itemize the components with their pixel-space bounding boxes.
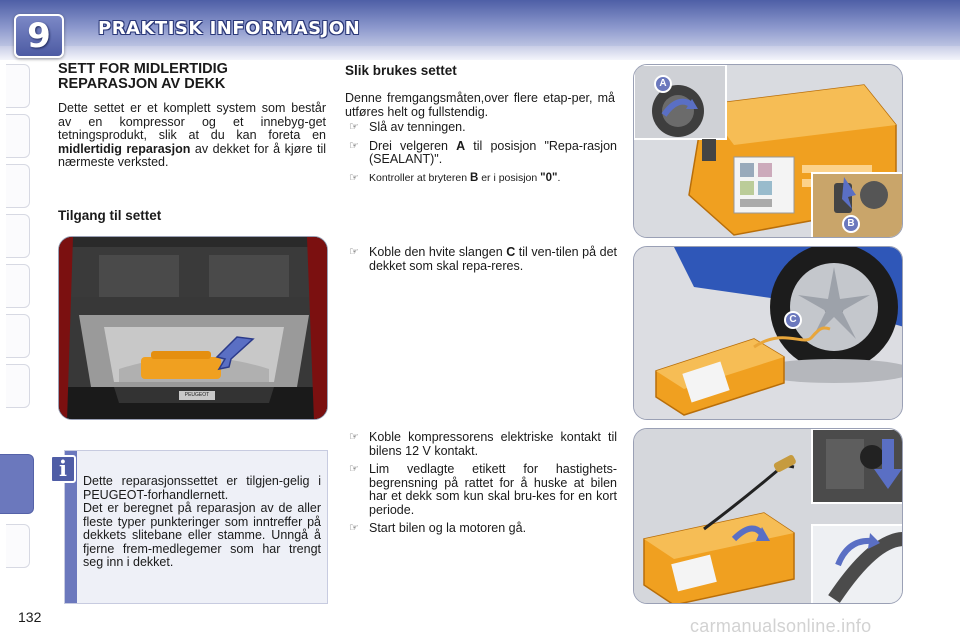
chapter-tab[interactable] xyxy=(6,524,30,568)
usage-intro: Denne fremgangsmåten,over flere etap-per, må utføres helt og fullstendig. xyxy=(345,91,615,119)
steps-list-3 xyxy=(345,431,617,541)
step-item: ☞ Koble kompressorens elektriske kontakt til bilens 12 V kontakt. xyxy=(349,430,617,458)
bullet-marker: ☞ xyxy=(349,171,359,184)
kit-figure-selector xyxy=(633,64,903,238)
kit-figure-hose xyxy=(633,246,903,420)
bullet-marker: ☞ xyxy=(349,246,359,258)
step-item: ☞ Slå av tenningen. xyxy=(349,120,466,134)
chapter-tab[interactable] xyxy=(6,364,30,408)
label-c: C xyxy=(784,311,802,329)
steps-list-1 xyxy=(345,121,617,190)
header-strip xyxy=(0,46,960,60)
page-title: PRAKTISK INFORMASJON xyxy=(98,18,361,39)
trunk-figure xyxy=(58,236,328,420)
chapter-tab[interactable] xyxy=(6,164,30,208)
steps-list-2 xyxy=(345,246,617,278)
step-item: ☞ Drei velgeren A til posisjon "Repa-rasjon (SEALANT)". xyxy=(349,138,617,166)
step-item: ☞ Lim vedlagte etikett for hastighets-begrensning på rattet for å huske at bilen har et dekk som kun skal bru-kes for en kort periode. xyxy=(349,462,617,517)
info-paragraph-2: Det er beregnet på reparasjon av de aller fleste typer punkteringer som inntreffer på dekkets slitebane eller stamme. Unngå å fjerne frem-medlegemer som har trengt seg inn i dekket. xyxy=(83,501,321,569)
chapter-tab-active[interactable] xyxy=(0,454,34,514)
chapter-tab[interactable] xyxy=(6,214,30,258)
bullet-marker: ☞ xyxy=(349,522,359,534)
watermark: carmanualsonline.info xyxy=(690,616,872,636)
step-item: ☞ Start bilen og la motoren gå. xyxy=(349,521,527,535)
step-item: ☞ Kontroller at bryteren B er i posisjon "0". xyxy=(349,171,561,184)
bullet-marker: ☞ xyxy=(349,121,359,133)
chapter-number-badge: 9 xyxy=(14,14,64,58)
chapter-tab[interactable] xyxy=(6,64,30,108)
section-heading: SETT FOR MIDLERTIDIG REPARASJON AV DEKK xyxy=(58,61,228,92)
usage-heading: Slik brukes settet xyxy=(345,63,457,78)
bullet-marker: ☞ xyxy=(349,463,359,475)
info-paragraph-1: Dette reparasjonssettet er tilgjen-gelig i PEUGEOT-forhandlernett. xyxy=(83,474,321,502)
chapter-tabs xyxy=(0,64,32,584)
intro-paragraph: Dette settet er et komplett system som består av en kompressor og et innebyg-get tetningsprodukt, slik at du kan foreta en midlertidig reparasjon av dekket for å kjøre til nærmeste verksted. xyxy=(58,101,326,169)
chapter-tab[interactable] xyxy=(6,264,30,308)
page-number: 132 xyxy=(18,609,42,625)
kit-figure-power xyxy=(633,428,903,604)
access-heading: Tilgang til settet xyxy=(58,208,162,223)
label-a: A xyxy=(654,75,672,93)
bullet-marker: ☞ xyxy=(349,139,359,152)
bullet-marker: ☞ xyxy=(349,431,359,443)
chapter-tab[interactable] xyxy=(6,114,30,158)
info-icon: i xyxy=(50,455,76,483)
step-item: ☞ Koble den hvite slangen C til ven-tilen på det dekket som skal repa-reres. xyxy=(349,245,617,273)
chapter-tab[interactable] xyxy=(6,314,30,358)
label-b: B xyxy=(842,215,860,233)
trunk-badge: PEUGEOT xyxy=(179,391,215,400)
